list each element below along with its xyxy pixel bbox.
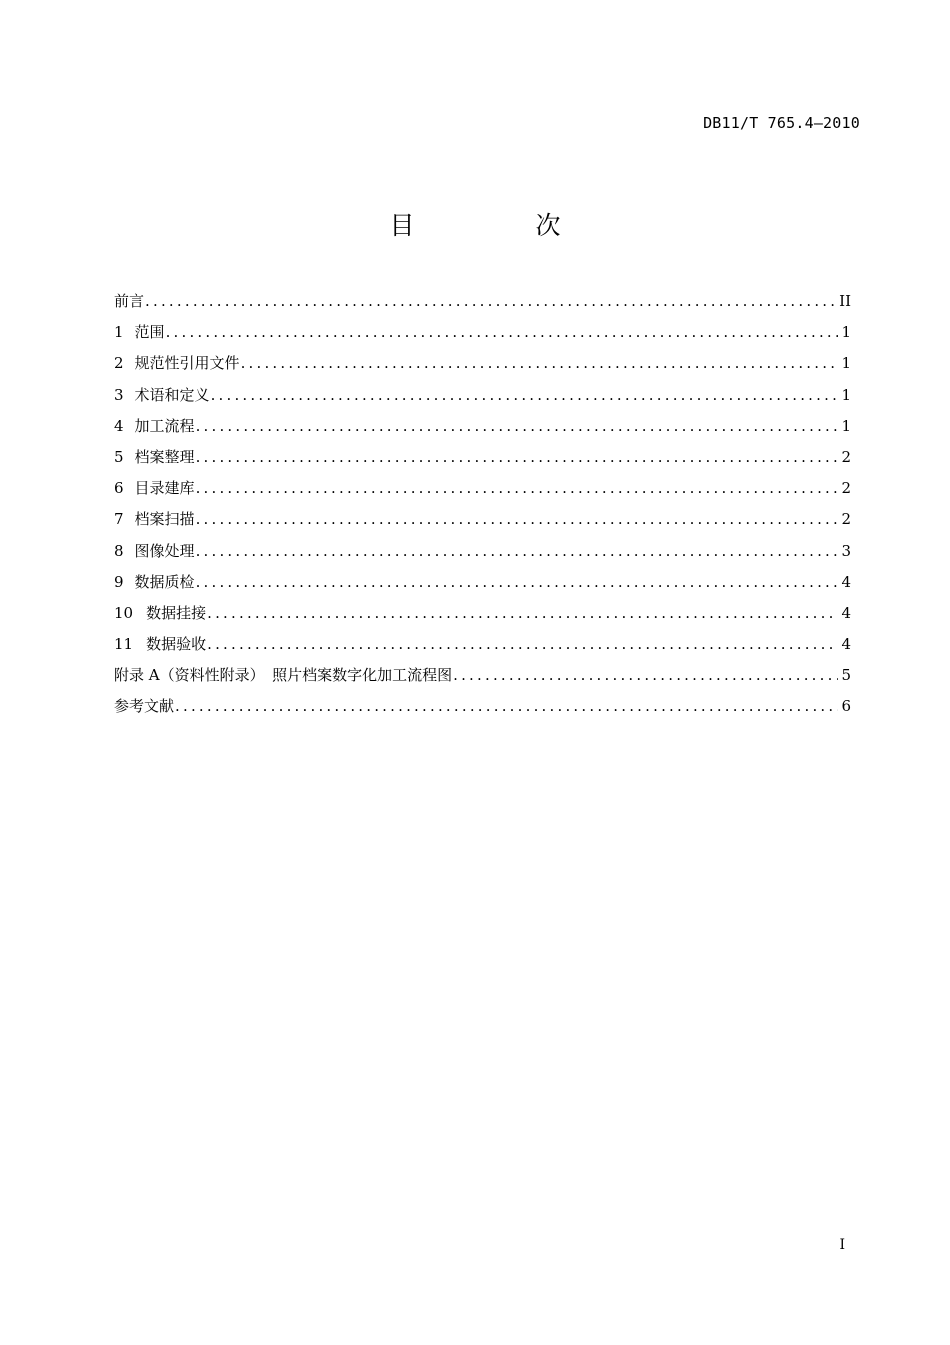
toc-entry-label: 附录 A（资料性附录） 照片档案数字化加工流程图	[114, 666, 453, 685]
toc-entry-label: 图像处理	[134, 541, 195, 560]
toc-entry-data-quality-check[interactable]	[114, 567, 851, 598]
toc-dot-leader	[175, 691, 838, 722]
toc-entry-page: 3	[841, 541, 851, 560]
toc-dot-leader	[196, 411, 839, 442]
toc-entry-page: 2	[841, 510, 851, 529]
toc-dot-leader	[196, 567, 839, 598]
toc-dot-leader	[207, 629, 838, 660]
toc-entry-page: 1	[841, 354, 851, 373]
toc-entry-page: 1	[841, 385, 851, 404]
toc-entry-number: 11	[114, 635, 134, 654]
toc-dot-leader	[196, 536, 839, 567]
toc-dot-leader	[241, 348, 839, 379]
toc-entry-number: 8	[114, 541, 124, 560]
toc-entry-appendix-a[interactable]	[114, 660, 851, 691]
toc-entry-normative-references[interactable]	[114, 348, 851, 379]
toc-entry-number: 4	[114, 416, 124, 435]
toc-entry-number: 3	[114, 385, 124, 404]
toc-entry-page: 1	[841, 416, 851, 435]
toc-entry-image-processing[interactable]	[114, 536, 851, 567]
toc-entry-number: 7	[114, 510, 124, 529]
page-number: I	[839, 1237, 845, 1253]
table-of-contents	[114, 286, 851, 723]
toc-entry-page: 4	[841, 572, 851, 591]
toc-entry-label: 加工流程	[134, 416, 195, 435]
standard-code: DB11/T 765.4—2010	[703, 114, 860, 132]
toc-entry-archive-scanning[interactable]	[114, 504, 851, 535]
toc-entry-number: 1	[114, 323, 124, 342]
toc-title: 目 次	[389, 211, 609, 240]
toc-entry-label: 数据挂接	[146, 603, 207, 622]
toc-entry-page: 1	[841, 323, 851, 342]
toc-entry-page: 2	[841, 447, 851, 466]
toc-dot-leader	[145, 286, 836, 317]
toc-dot-leader	[196, 473, 839, 504]
toc-entry-foreword[interactable]	[114, 286, 851, 317]
toc-entry-scope[interactable]	[114, 317, 851, 348]
toc-entry-label: 目录建库	[134, 479, 195, 498]
toc-dot-leader	[211, 380, 839, 411]
toc-entry-data-acceptance[interactable]	[114, 629, 851, 660]
toc-entry-bibliography[interactable]	[114, 691, 851, 722]
toc-entry-label: 范围	[134, 323, 165, 342]
toc-dot-leader	[453, 660, 838, 691]
toc-entry-label: 数据质检	[134, 572, 195, 591]
toc-dot-leader	[196, 442, 839, 473]
toc-entry-terms-definitions[interactable]	[114, 380, 851, 411]
toc-entry-archive-arrangement[interactable]	[114, 442, 851, 473]
toc-entry-page: 2	[841, 479, 851, 498]
toc-entry-number: 6	[114, 479, 124, 498]
toc-entry-number: 5	[114, 447, 124, 466]
toc-entry-number: 9	[114, 572, 124, 591]
toc-entry-processing-flow[interactable]	[114, 411, 851, 442]
toc-dot-leader	[166, 317, 839, 348]
toc-entry-number: 2	[114, 354, 124, 373]
toc-entry-page: 4	[841, 635, 851, 654]
toc-entry-data-linking[interactable]	[114, 598, 851, 629]
toc-entry-label: 术语和定义	[134, 385, 210, 404]
toc-entry-page: II	[839, 292, 851, 310]
toc-entry-page: 4	[841, 603, 851, 622]
toc-entry-label: 档案扫描	[134, 510, 195, 529]
toc-entry-page: 5	[841, 666, 851, 685]
toc-entry-label: 前言	[114, 292, 145, 310]
toc-entry-number: 10	[114, 603, 134, 622]
toc-entry-label: 规范性引用文件	[134, 354, 240, 373]
toc-dot-leader	[196, 504, 839, 535]
toc-dot-leader	[207, 598, 838, 629]
toc-entry-page: 6	[841, 697, 851, 716]
toc-entry-label: 数据验收	[146, 635, 207, 654]
toc-entry-label: 参考文献	[114, 697, 175, 716]
toc-entry-catalog-database[interactable]	[114, 473, 851, 504]
toc-entry-label: 档案整理	[134, 447, 195, 466]
